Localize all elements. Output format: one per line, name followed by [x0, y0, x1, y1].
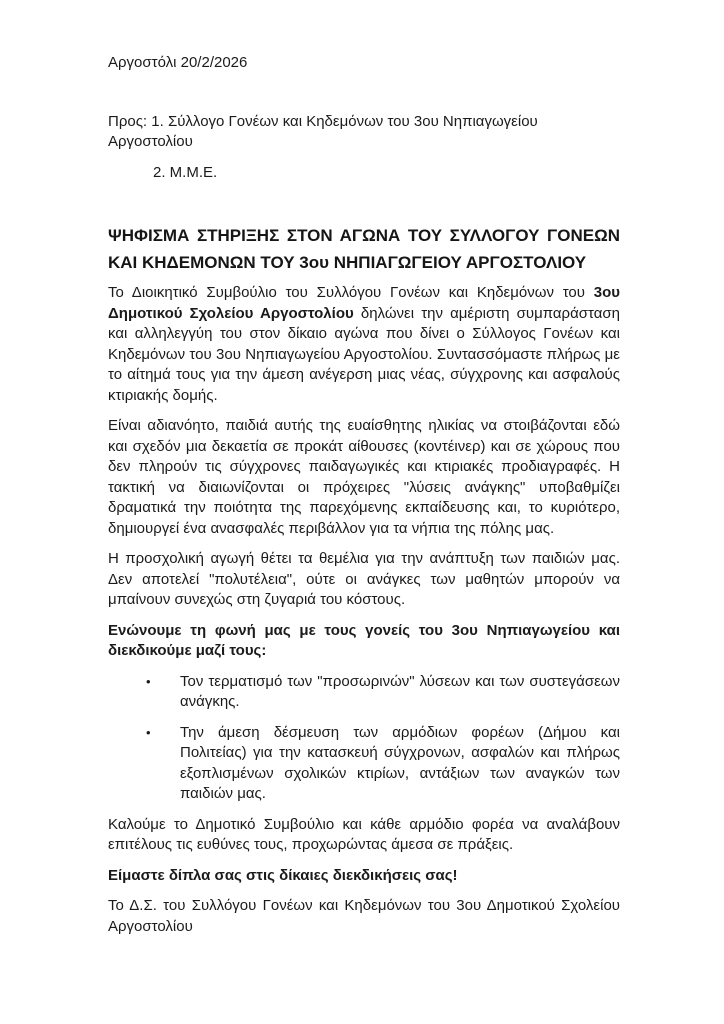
recipients-block	[108, 112, 620, 184]
paragraph-preschool: Η προσχολική αγωγή θέτει τα θεμέλια για την ανάπτυξη των παιδιών μας. Δεν αποτελεί "πολυτέλεια", ούτε οι ανάγκες των μαθητών μπορούν να μπαίνουν συνεχώς στη ζυγαριά του κόστους.	[108, 550, 620, 608]
closing-statement: Είμαστε δίπλα σας στις δίκαιες διεκδικήσεις σας!	[108, 866, 458, 884]
signature-line: Το Δ.Σ. του Συλλόγου Γονέων και Κηδεμόνων του 3ου Δημοτικού Σχολείου Αργοστολίου	[108, 897, 620, 935]
place-date-line: Αργοστόλι 20/2/2026	[108, 54, 248, 71]
bullet-icon: •	[146, 673, 151, 689]
bullet-item-temporary-solutions	[108, 672, 620, 713]
paragraph-support	[108, 283, 620, 406]
paragraph-call-to-action: Καλούμε το Δημοτικό Συμβούλιο και κάθε αρμόδιο φορέα να αναλάβουν επιτέλους τις ευθύνες τους, προχωρώντας άμεσα σε πράξεις.	[108, 815, 620, 853]
bullet-icon: •	[146, 724, 151, 740]
paragraph-conditions: Είναι αδιανόητο, παιδιά αυτής της ευαίσθητης ηλικίας να στοιβάζονται εδώ και σχεδόν μια δεκαετία σε προκάτ αίθουσες (κοντέινερ) και σε χώρους που δεν πληρούν τις σύγχρονες παιδαγωγικές και κτιριακές προδιαγραφές. Η τακτική να διαιωνίζονται οι πρόχειρες "λύσεις ανάγκης" υποβαθμίζει δραματικά την ποιότητα της παρεχόμενης εκπαίδευσης και, το κυριότερο, δημιουργεί ένα ανασφαλές περιβάλλον για τα νήπια της πόλης μας.	[108, 417, 620, 537]
paragraph-support-bold-school-name: 3ου Δημοτικού Σχολείου Αργοστολίου	[108, 284, 620, 322]
bullet-text: Την άμεση δέσμευση των αρμόδιων φορέων (Δήμου και Πολιτείας) για την κατασκευή σύγχρονων, ασφαλών και πλήρως εξοπλισμένων σχολικών κτιρίων, αντάξιων των αναγκών των παιδιών μας.	[180, 723, 620, 802]
document-title: ΨΗΦΙΣΜΑ ΣΤΗΡΙΞΗΣ ΣΤΟΝ ΑΓΩΝΑ ΤΟΥ ΣΥΛΛΟΓΟΥ ΓΟΝΕΩΝ ΚΑΙ ΚΗΔΕΜΟΝΩΝ ΤΟΥ 3ου ΝΗΠΙΑΓΩΓΕΙΟΥ ΑΡΓΟΣΤΟΛΙΟΥ	[108, 226, 620, 272]
bullet-item-building-commitment	[108, 723, 620, 805]
paragraph-support-post: δηλώνει την αμέριστη συμπαράσταση και αλληλεγγύη του στον δίκαιο αγώνα που δίνει ο Σύλλογος Γονέων και Κηδεμόνων του 3ου Νηπιαγωγείου Αργοστολίου. Συντασσόμαστε πλήρως με το αίτημά τους για την άμεση ανέγερση μιας νέας, σύγχρονης και ασφαλούς κτιριακής δομής.	[108, 304, 620, 404]
paragraph-support-pre: Το Διοικητικό Συμβούλιο του Συλλόγου Γονέων και Κηδεμόνων του	[108, 284, 594, 301]
demands-bullet-list	[108, 672, 620, 805]
recipient-line-2: 2. Μ.Μ.Ε.	[153, 163, 218, 181]
bullet-text: Τον τερματισμό των "προσωρινών" λύσεων και των συστεγάσεων ανάγκης.	[180, 672, 620, 710]
demands-intro: Ενώνουμε τη φωνή μας με τους γονείς του 3ου Νηπιαγωγείου και διεκδικούμε μαζί τους:	[108, 621, 620, 659]
recipient-line-1: Προς: 1. Σύλλογο Γονέων και Κηδεμόνων του 3ου Νηπιαγωγείου Αργοστολίου	[108, 112, 538, 150]
